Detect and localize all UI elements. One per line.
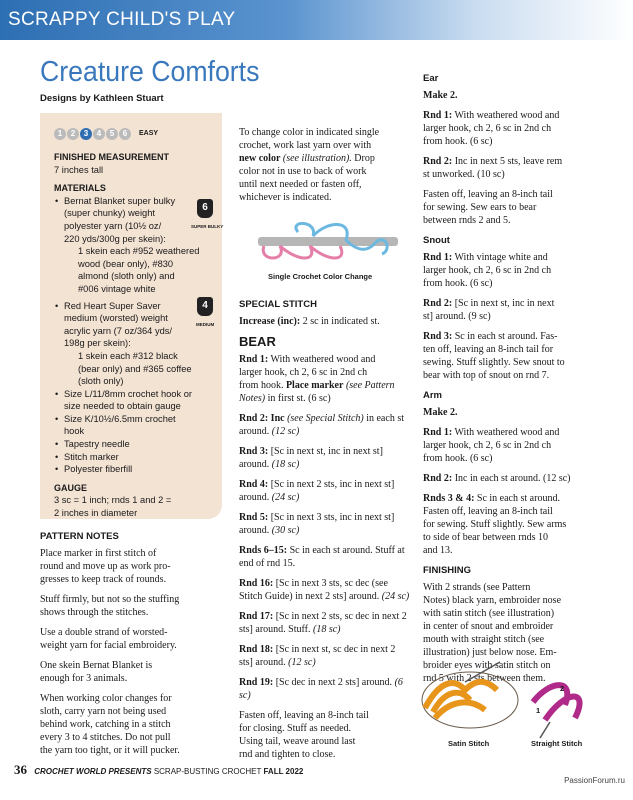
text-line: st unworked. (10 sc) [423,169,505,180]
note-line: Stuff firmly, but not so the stuffing [40,594,180,605]
yarn-weight-6-icon [197,199,213,218]
hook2-item [64,413,212,438]
bear-column [239,126,411,211]
text-line: With vintage white and [454,252,548,263]
note-para-3 [40,626,230,652]
increase-label: Increase (inc): [239,316,301,327]
ear-make: Make 2. [423,90,458,101]
stitch-count: (6 sc) [239,677,403,701]
stitch-count: (12 sc) [271,426,300,437]
rnd-text: [Sc in next 2 sts, inc in next st] around. [239,479,395,503]
finished-heading: FINISHED MEASUREMENT [54,152,170,162]
color-change-illustration [258,222,398,266]
note-line: every 3 to 4 stitches. Do not pull [40,732,171,743]
text-line: from hook. (6 sc) [423,136,493,147]
yarn2-item [64,300,215,388]
stitch-count: (24 sc) [271,492,300,503]
snout-rnd2 [423,297,603,323]
text-line: between rnds 2 and 5. [423,215,511,226]
stitch-count: (18 sc) [271,459,300,470]
rnd-label: Rnd 5: [239,512,269,523]
note-line: sloth, carry yarn not being used [40,706,167,717]
section-header-bar [0,0,633,40]
arm-rnd1 [423,426,603,465]
text-line: with satin stitch (see illustration) [423,608,555,619]
watermark: PassionForum.ru [564,776,625,785]
yarn2-line: 198g per skein): [64,338,131,349]
yarn1-sub [64,258,212,271]
pattern-notes-heading: PATTERN NOTES [40,531,119,542]
yarn2-line: acrylic yarn (7 oz/364 yds/ [64,325,172,336]
text-line: whichever is indicated. [239,192,332,203]
note-line: When working color changes for [40,693,172,704]
yarn-weight-num: 4 [202,300,208,312]
text-line: mouth with straight stitch (see [423,634,545,645]
rnd6-15-para [239,544,411,570]
finishing-heading: FINISHING [423,565,472,576]
text-line: Fasten off, leaving an 8-inch tail [239,710,369,721]
rnd-text: in each st around. [239,413,404,437]
gauge-line: 2 inches in diameter [54,508,138,519]
text-line: larger hook, ch 2, 6 sc in 2nd ch [423,440,552,451]
yarn2-line: • Red Heart Super Saver [64,300,161,311]
note-line: enough for 3 animals. [40,673,128,684]
page-title: Creature Comforts [40,56,260,88]
gauge-heading: GAUGE [54,482,88,493]
publication-name: CROCHET WORLD PRESENTS [34,767,152,776]
text-line: from hook. [239,380,284,391]
stitch-count: (30 sc) [271,525,300,536]
skill-level-4: 4 [93,128,105,140]
text-line: until next needed or fasten off, [239,179,362,190]
note-line: the yarn too tight, or it will pucker. [40,745,180,756]
rnd17-para [239,610,411,636]
text-line: rnd 5 with 2 sts between them. [423,673,546,684]
rnd-label: Rnd 18: [239,644,274,655]
publication-title: SCRAP-BUSTING CROCHET [153,767,262,776]
bold-text: Place marker [285,380,344,391]
materials-list [54,195,215,476]
text-line: in center of snout and embroider [423,621,554,632]
note-line: behind work, catching in a stitch [40,719,171,730]
yarn2-line: medium (worsted) weight [64,313,168,324]
rnd-label: Rnds 6–15: [239,545,288,556]
stitch-count: (18 sc) [312,624,341,635]
text-line: crochet, work last yarn over with [239,140,372,151]
satin-caption: Satin Stitch [448,739,490,748]
snout-rnd3 [423,330,603,382]
ear-heading: Ear [423,73,439,84]
text-line: Notes) black yarn, embroider nose [423,595,562,606]
hook2-line: • Size K/10½/6.5mm crochet [64,413,176,424]
yarn-weight-4-icon [197,297,213,316]
yarn1-line: (super chunky) weight [64,208,155,219]
note-line: Place marker in first stitch of [40,548,157,559]
note-para-5 [40,692,230,757]
color-change-caption: Single Crochet Color Change [268,272,373,281]
text-line: larger hook, ch 2, 6 sc in 2nd ch [423,123,552,134]
straight-needle [540,722,550,738]
text-line: Inc in each st around. (12 sc) [454,473,571,484]
rnd5-para [239,511,411,537]
special-stitch-heading: SPECIAL STITCH [239,299,317,310]
publication-season: FALL 2022 [263,767,304,776]
text-line: st] around. (9 sc) [423,311,491,322]
rnd16-para [239,577,411,603]
page-number: 36 [14,762,27,777]
text-line: from hook. (6 sc) [423,453,493,464]
skill-label: EASY [139,129,159,137]
rnd-label: Rnd 2: Inc [239,413,285,424]
bear-heading: BEAR [239,334,276,349]
text-line: With weathered wood and [270,354,376,365]
note-line: One skein Bernat Blanket is [40,660,153,671]
stitch-count: (12 sc) [288,657,316,668]
text-line: for closing. Stuff as needed. [239,723,352,734]
text-line: Sc in each st around. [476,493,560,504]
text-line: larger hook, ch 2, 6 sc in 2nd ch [423,265,552,276]
yarn1-sub-text: wood (bear only), #830 [78,258,174,269]
yarn1-line: polyester yarn (10½ oz/ [64,220,162,231]
rnd-text: [Sc in next 2 sts, sc dec in next 2 sts] around. Stuff. [239,611,407,635]
italic-text: (see Pattern Notes) [239,380,395,404]
rnd1-para [239,353,411,405]
rnd-label: Rnd 1: [239,354,269,365]
text-line: With weathered wood and [454,427,560,438]
hook-line: • Size L/11/8mm crochet hook or [64,388,192,399]
rnd-text: Sc in each st around. Stuff at end of rnd 15. [239,545,405,569]
skill-level-1: 1 [54,128,66,140]
rnd-label: Rnd 17: [239,611,274,622]
stitch-illustrations [415,660,615,742]
text-line: Sc in each st around. Fas- [454,331,558,342]
skill-level-2: 2 [67,128,79,140]
text-line: Fasten off, leaving an 8-inch tail [423,506,553,517]
skill-level-6: 6 [119,128,131,140]
skill-level-5: 5 [106,128,118,140]
materials-sidebar [40,113,222,519]
hook-line: size needed to obtain gauge [64,401,181,412]
rnd-label: Rnd 3: [239,446,269,457]
arm-rnd2 [423,472,603,485]
materials-heading: MATERIALS [54,183,106,194]
bear-instructions [239,292,411,768]
rnd-label: Rnds 3 & 4: [423,493,475,504]
yarn2-sub: 1 skein each #312 black [78,350,178,361]
text-line: sewing. Stuff slightly. Sew snout to [423,357,565,368]
yarn-weight-6-label: SUPER BULKY [191,224,224,229]
yarn-weight-num: 6 [202,202,208,214]
yarn-weight-4-label: MEDIUM [196,322,215,327]
fig-number-1: 1 [536,706,541,715]
arm-heading: Arm [423,390,443,401]
rnd-label: Rnd 2: [423,473,453,484]
text-line: for sewing. Stuff slightly. Sew arms [423,519,567,530]
yarn1-line: 220 yds/300g per skein): [64,233,166,244]
text-line: to side of bear between rnds 10 [423,532,548,543]
satin-strands [425,682,497,718]
snout-rnd1 [423,251,603,290]
text-line: color not in use to back of work [239,166,367,177]
rnd-label: Rnd 2: [423,298,453,309]
increase-para [239,315,411,328]
text-line: and 13. [423,545,453,556]
yarn2-sub: (sloth only) [78,376,124,387]
text-line: [Sc in next st, inc in next [454,298,555,309]
text-line: With weathered wood and [454,110,560,121]
text-line: in first st. (6 sc) [267,393,331,404]
text-line: Using tail, weave around last [239,736,356,747]
rnd18-para [239,643,411,669]
fig-number-2: 2 [560,684,565,693]
stitch-count: (24 sc) [381,591,410,602]
rnd-label: Rnd 1: [423,427,453,438]
text-line: broider eyes with satin stitch on [423,660,551,671]
straight-caption: Straight Stitch [531,739,583,748]
rnd-text: [Sc dec in next 2 sts] around. [275,677,393,688]
bold-text: new color [239,153,281,164]
ear-rnd1 [423,109,603,148]
text-line: Inc in next 5 sts, leave rem [454,156,563,167]
yarn1-item [64,195,212,296]
italic-text: (see Special Stitch) [287,413,364,424]
note-para-2 [40,593,230,619]
text-line: Fasten off, leaving an 8-inch tail [423,189,553,200]
text-line: To change color in indicated single [239,127,380,138]
skill-level-3: 3 [80,128,92,140]
text-line: With 2 strands (see Pattern [423,582,531,593]
rnd-label: Rnd 1: [423,110,453,121]
rnd4-para [239,478,411,504]
rnd-label: Rnd 3: [423,331,453,342]
note-para-4 [40,659,230,685]
rnd-label: Rnd 16: [239,578,274,589]
gauge-line: 3 sc = 1 inch; rnds 1 and 2 = [54,495,172,506]
yarn1-sub: 1 skein each #952 weathered [78,246,200,257]
snout-heading: Snout [423,235,450,246]
text-line: larger hook, ch 2, 6 sc in 2nd ch [239,367,368,378]
yarn2-sub: (bear only) and #365 coffee [78,363,192,374]
color-change-para [239,126,411,204]
text-line: for sewing. Sew ears to bear [423,202,537,213]
note-line: gresses to keep track of rounds. [40,574,167,585]
rnd-text: [Sc in next 3 sts, inc in next st] around. [239,512,395,536]
rnd-text: [Sc in next 3 sts, sc dec (see Stitch Guide) in next 2 sts] around. [239,578,388,602]
note-para-1 [40,547,230,586]
rnd19-para [239,676,411,702]
rnd-label: Rnd 4: [239,479,269,490]
pink-yarn [263,246,342,258]
note-line: round and move up as work pro- [40,561,171,572]
page-footer [14,762,303,778]
skill-level [54,127,212,141]
yarn1-line: • Bernat Blanket super bulky [64,195,176,206]
rnd-label: Rnd 2: [423,156,453,167]
text-line: ten off, leaving an 8-inch tail for [423,344,554,355]
note-line: shows through the stitches. [40,607,149,618]
designer-credit: Designs by Kathleen Stuart [40,93,164,104]
text-line: Drop [354,153,375,164]
needle-item: • Tapestry needle [64,438,212,451]
note-line: Use a double strand of worsted- [40,627,168,638]
finished-text: 7 inches tall [54,164,104,175]
ear-rnd2 [423,155,603,181]
hook-item [64,388,212,413]
increase-text: 2 sc in indicated st. [302,316,380,327]
note-line: weight yarn for facial embroidery. [40,640,177,651]
text-line: bear with top of snout on rnd 7. [423,370,550,381]
yarn1-sub: almond (sloth only) and [78,271,175,282]
arm-rnds34 [423,492,603,557]
text-line: from hook. (6 sc) [423,278,493,289]
text-line: rnd and tighten to close. [239,749,336,760]
rnd-label: Rnd 19: [239,677,274,688]
parts-column [423,72,603,692]
text-line: illustration) just below nose. Em- [423,647,557,658]
ear-fasten [423,188,603,227]
rnd2-para [239,412,411,438]
arm-make: Make 2. [423,407,458,418]
rnd-label: Rnd 1: [423,252,453,263]
pattern-notes [40,524,230,764]
rnd-text: [Sc in next st, inc in next st] around. [239,446,383,470]
marker-item: • Stitch marker [64,451,212,464]
rnd-text: [Sc in next st, sc dec in next 2 sts] around. [239,644,396,668]
italic-text: (see illustration). [282,153,352,164]
fasten-para [239,709,411,761]
hook2-line: hook [64,426,85,437]
yarn1-sub: #006 vintage white [78,283,156,294]
fiberfill-item: • Polyester fiberfill [64,463,212,476]
section-title: SCRAPPY CHILD'S PLAY [8,9,236,30]
rnd3-para [239,445,411,471]
